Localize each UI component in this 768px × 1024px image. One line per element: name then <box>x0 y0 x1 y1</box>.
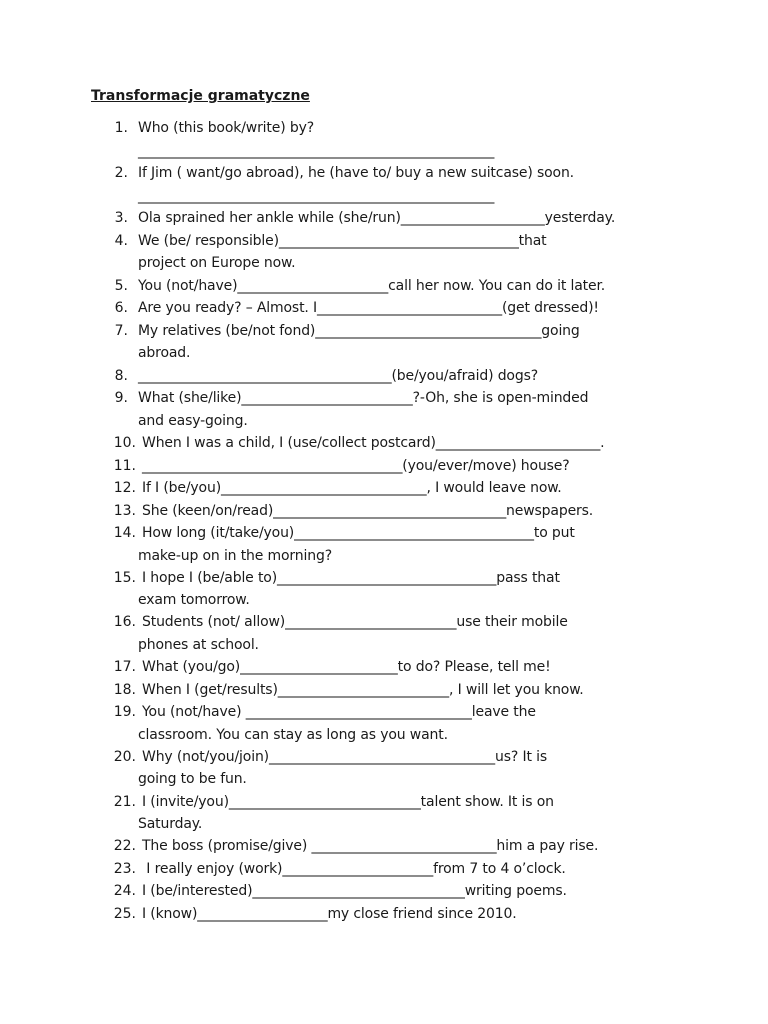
exercise-text-continued: make-up on in the morning? <box>138 547 332 564</box>
exercise-text: I really enjoy (work)______________________from 7 to 4 o’clock. <box>142 860 566 877</box>
exercise-number: 20. <box>113 748 136 765</box>
exercise-number: 17. <box>113 659 136 675</box>
exercise-number: 8. <box>114 367 128 384</box>
exercise-text-continued: project on Europe now. <box>138 255 296 271</box>
exercise-text-continued: going to be fun. <box>138 771 247 787</box>
exercise-text: _____________________________________(be/you/afraid) dogs? <box>138 367 539 384</box>
exercise-number: 16. <box>113 614 136 630</box>
exercise-text: The boss (promise/give) ___________________________him a pay rise. <box>142 838 599 854</box>
exercise-text: I (know)___________________my close friend since 2010. <box>142 905 517 922</box>
exercise-text: I (invite/you)____________________________talent show. It is on <box>142 793 554 810</box>
answer-blank[interactable]: ____________________________________________________ <box>138 142 495 159</box>
exercise-number: 3. <box>114 210 128 226</box>
exercise-number: 10. <box>113 435 136 451</box>
exercise-number: 14. <box>113 525 136 541</box>
exercise-number: 25. <box>113 905 136 922</box>
exercise-text: Are you ready? – Almost. I___________________________(get dressed)! <box>138 300 599 316</box>
exercise-text-continued: classroom. You can stay as long as you want. <box>138 726 448 743</box>
exercise-text: When I was a child, I (use/collect postcard)________________________. <box>142 435 605 451</box>
exercise-text: ______________________________________(you/ever/move) house? <box>142 457 570 474</box>
exercise-number: 4. <box>114 232 128 249</box>
exercise-number: 5. <box>114 277 128 294</box>
exercise-number: 21. <box>113 793 136 810</box>
exercise-text: When I (get/results)_________________________, I will let you know. <box>142 681 584 698</box>
exercise-text: Ola sprained her ankle while (she/run)_____________________yesterday. <box>138 210 616 226</box>
worksheet-title: Transformacje gramatyczne <box>91 88 310 104</box>
exercise-number: 9. <box>114 390 128 406</box>
exercise-text: We (be/ responsible)___________________________________that <box>138 232 547 249</box>
exercise-text: If Jim ( want/go abroad), he (have to/ buy a new suitcase) soon. <box>138 165 574 181</box>
exercise-number: 24. <box>113 883 136 899</box>
exercise-number: 12. <box>113 480 136 496</box>
exercise-number: 18. <box>113 681 136 698</box>
exercise-number: 23. <box>113 860 136 877</box>
exercise-number: 13. <box>113 502 136 519</box>
exercise-number: 7. <box>114 322 128 339</box>
exercise-number: 15. <box>113 569 136 586</box>
exercise-text: Students (not/ allow)_________________________use their mobile <box>142 614 568 630</box>
exercise-number: 11. <box>113 457 136 474</box>
exercise-text-continued: and easy-going. <box>138 412 248 429</box>
exercise-text: I hope I (be/able to)________________________________pass that <box>142 569 560 586</box>
exercise-number: 2. <box>114 165 128 181</box>
exercise-number: 1. <box>114 120 128 136</box>
exercise-text: You (not/have)______________________call her now. You can do it later. <box>138 277 606 294</box>
exercise-text-continued: Saturday. <box>138 816 203 832</box>
exercise-text-continued: phones at school. <box>138 636 259 653</box>
exercise-text: How long (it/take/you)___________________________________to put <box>142 525 575 541</box>
exercise-text: Why (not/you/join)_________________________________us? It is <box>142 748 547 765</box>
exercise-text-continued: exam tomorrow. <box>138 592 250 608</box>
exercise-number: 19. <box>113 704 136 720</box>
exercise-text: Who (this book/write) by? <box>138 120 314 136</box>
exercise-number: 6. <box>114 300 128 316</box>
exercise-text: She (keen/on/read)__________________________________newspapers. <box>142 502 594 519</box>
exercise-text: I (be/interested)_______________________________writing poems. <box>142 883 567 899</box>
exercise-text: What (you/go)_______________________to do? Please, tell me! <box>142 659 551 675</box>
exercise-text: If I (be/you)______________________________, I would leave now. <box>142 480 562 496</box>
exercise-text: My relatives (be/not fond)_________________________________going <box>138 322 580 339</box>
answer-blank[interactable]: ____________________________________________________ <box>138 187 495 204</box>
exercise-text-continued: abroad. <box>138 345 191 361</box>
exercise-number: 22. <box>113 838 136 854</box>
exercise-text: What (she/like)_________________________?-Oh, she is open-minded <box>138 390 589 406</box>
exercise-text: You (not/have) _________________________________leave the <box>142 704 536 720</box>
